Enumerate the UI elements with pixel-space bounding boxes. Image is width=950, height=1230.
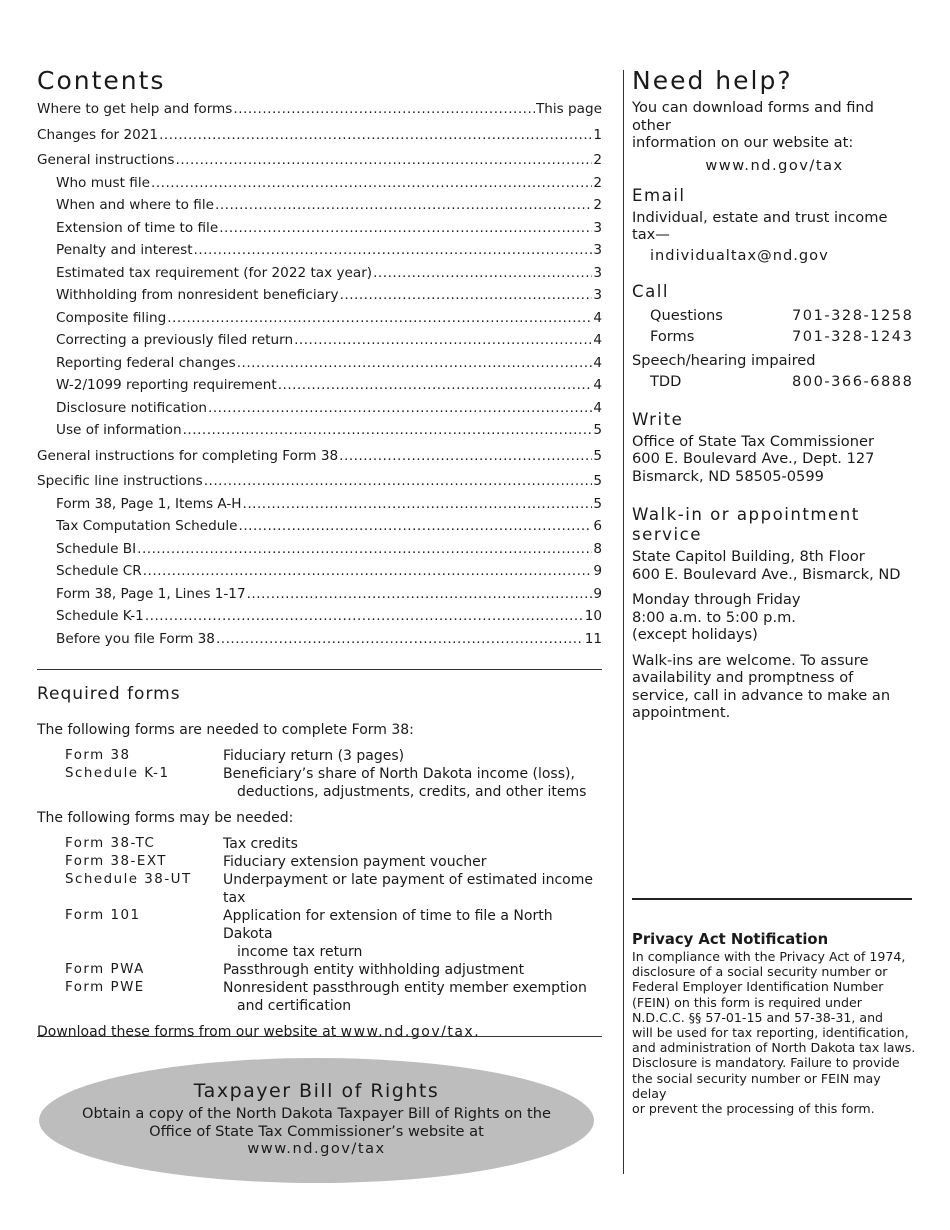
- contents-section: [37, 66, 602, 653]
- toc-row: Extension of time to file ..... 3: [37, 220, 602, 243]
- call-heading: Call: [632, 281, 669, 301]
- bill-of-rights-title: Taxpayer Bill of Rights: [193, 1080, 440, 1102]
- form-row: Form 101 Application for extension of time to file a North Dakota income tax return: [65, 908, 553, 960]
- toc-row: Schedule K-1 ..... 10: [37, 608, 602, 631]
- office-hours: Monday through Friday 8:00 a.m. to 5:00 p.m. (except holidays): [632, 591, 801, 643]
- section-divider: [37, 669, 602, 670]
- form-row: Form 38 Fiduciary return (3 pages): [65, 748, 405, 764]
- toc-row: Form 38, Page 1, Items A-H ..... 5: [37, 496, 602, 519]
- help-section: Need help? You can download forms and find other information on our website at: www.nd.gov/tax Email Individual, estate and trust income tax— individualtax@nd.gov Call Questions 701-328-1258 Forms 701-328-1243 Speech/hearing impaired TDD 800-366-6888 Write Office of State Tax Commissioner 600 E. Boulevard Ave., Dept. 127 Bismarck, ND 58505-0599 Walk-in or appointment service State Capitol Building, 8th Floor 600 E. Boulevard Ave., Bismarck, ND Monday through Friday 8:00 a.m. to 5:00 p.m. (except holidays) Walk-ins are welcome. To assure availability and promptness of service, call in advance to make an appointment.: [632, 66, 917, 722]
- toc-row: W-2/1099 reporting requirement ..... 4: [37, 377, 602, 400]
- phone-row: Questions 701-328-1258: [650, 306, 914, 324]
- toc-row: General instructions ..... 2: [37, 152, 602, 175]
- privacy-title: Privacy Act Notification: [632, 931, 829, 948]
- needed-forms-intro: The following forms are needed to complete Form 38:: [37, 722, 414, 738]
- impaired-label: Speech/hearing impaired: [632, 351, 816, 369]
- form-row: Schedule 38-UT Underpayment or late payment of estimated income tax: [65, 872, 593, 906]
- write-heading: Write: [632, 409, 684, 429]
- maybe-forms-list: [37, 835, 602, 1015]
- table-of-contents: [37, 101, 602, 653]
- toc-row: Schedule CR ..... 9: [37, 563, 602, 586]
- walkin-heading: Walk-in or appointment service: [632, 505, 860, 544]
- toc-row: Correcting a previously filed return ..... 4: [37, 332, 602, 355]
- form-row: Form 38-TC Tax credits: [65, 836, 298, 852]
- toc-row: Before you file Form 38 ..... 11: [37, 631, 602, 654]
- required-forms-title: Required forms: [37, 684, 181, 704]
- toc-row: When and where to file ..... 2: [37, 197, 602, 220]
- toc-row: Where to get help and forms ..... This page: [37, 101, 602, 124]
- bill-of-rights-link[interactable]: www.nd.gov/tax: [247, 1140, 386, 1157]
- phone-row: Forms 701-328-1243: [650, 327, 914, 345]
- toc-row: Disclosure notification ..... 4: [37, 400, 602, 423]
- form-row: Form PWA Passthrough entity withholding adjustment: [65, 962, 525, 978]
- toc-row: Schedule BI ..... 8: [37, 541, 602, 564]
- toc-row: Withholding from nonresident beneficiary ..... 3: [37, 287, 602, 310]
- privacy-act-notification: [632, 931, 917, 1116]
- phone-row: TDD 800-366-6888: [650, 372, 914, 390]
- toc-row: Changes for 2021 ..... 1: [37, 127, 602, 150]
- section-divider: [632, 898, 912, 900]
- toc-row: General instructions for completing Form 38 ..... 5: [37, 448, 602, 471]
- toc-row: Specific line instructions ..... 5: [37, 473, 602, 496]
- needed-forms-list: [37, 747, 602, 801]
- email-address-link[interactable]: individualtax@nd.gov: [650, 246, 829, 264]
- toc-row: Penalty and interest ..... 3: [37, 242, 602, 265]
- form-row: Form PWE Nonresident passthrough entity member exemption and certification: [65, 980, 587, 1014]
- required-forms-section: [37, 684, 602, 1040]
- walkin-note: Walk-ins are welcome. To assure availability and promptness of service, call in advance to make an appointment.: [632, 651, 891, 721]
- toc-row: Use of information ..... 5: [37, 422, 602, 445]
- toc-row: Composite filing ..... 4: [37, 310, 602, 333]
- form-row: Form 38-EXT Fiduciary extension payment voucher: [65, 854, 487, 870]
- section-divider: [37, 1036, 602, 1037]
- toc-row: Tax Computation Schedule ..... 6: [37, 518, 602, 541]
- download-website-link[interactable]: www.nd.gov/tax.: [340, 1024, 481, 1040]
- privacy-text: In compliance with the Privacy Act of 1974, disclosure of a social security number or Federal Employer Identification Number (FEIN) on this form is required under N.D.C.C. §§ 57-01-15 and 57-38-31, and will be used for tax reporting, identification, and administration of North Dakota tax laws. Disclosure is mandatory. Failure to provide the social security number or FEIN may delay or prevent the processing of this form.: [632, 949, 916, 1117]
- taxpayer-bill-of-rights-banner: [39, 1058, 594, 1183]
- maybe-forms-intro: The following forms may be needed:: [37, 810, 294, 826]
- toc-row: Form 38, Page 1, Lines 1-17 ..... 9: [37, 586, 602, 609]
- form-row: Schedule K-1 Beneficiary’s share of North Dakota income (loss), deductions, adjustments, credits, and other items: [65, 766, 587, 800]
- toc-row: Reporting federal changes ..... 4: [37, 355, 602, 378]
- toc-row: Estimated tax requirement (for 2022 tax year) ..... 3: [37, 265, 602, 288]
- toc-row: Who must file ..... 2: [37, 175, 602, 198]
- download-forms-line: Download these forms from our website at www.nd.gov/tax.: [37, 1024, 481, 1040]
- column-divider: [623, 70, 624, 1174]
- email-heading: Email: [632, 185, 686, 205]
- website-link[interactable]: www.nd.gov/tax: [705, 156, 844, 174]
- bill-of-rights-text: Obtain a copy of the North Dakota Taxpayer Bill of Rights on the Office of State Tax Commissioner’s website at www.nd.gov/tax: [39, 1105, 594, 1158]
- help-title: Need help?: [632, 66, 793, 95]
- contents-title: Contents: [37, 66, 166, 95]
